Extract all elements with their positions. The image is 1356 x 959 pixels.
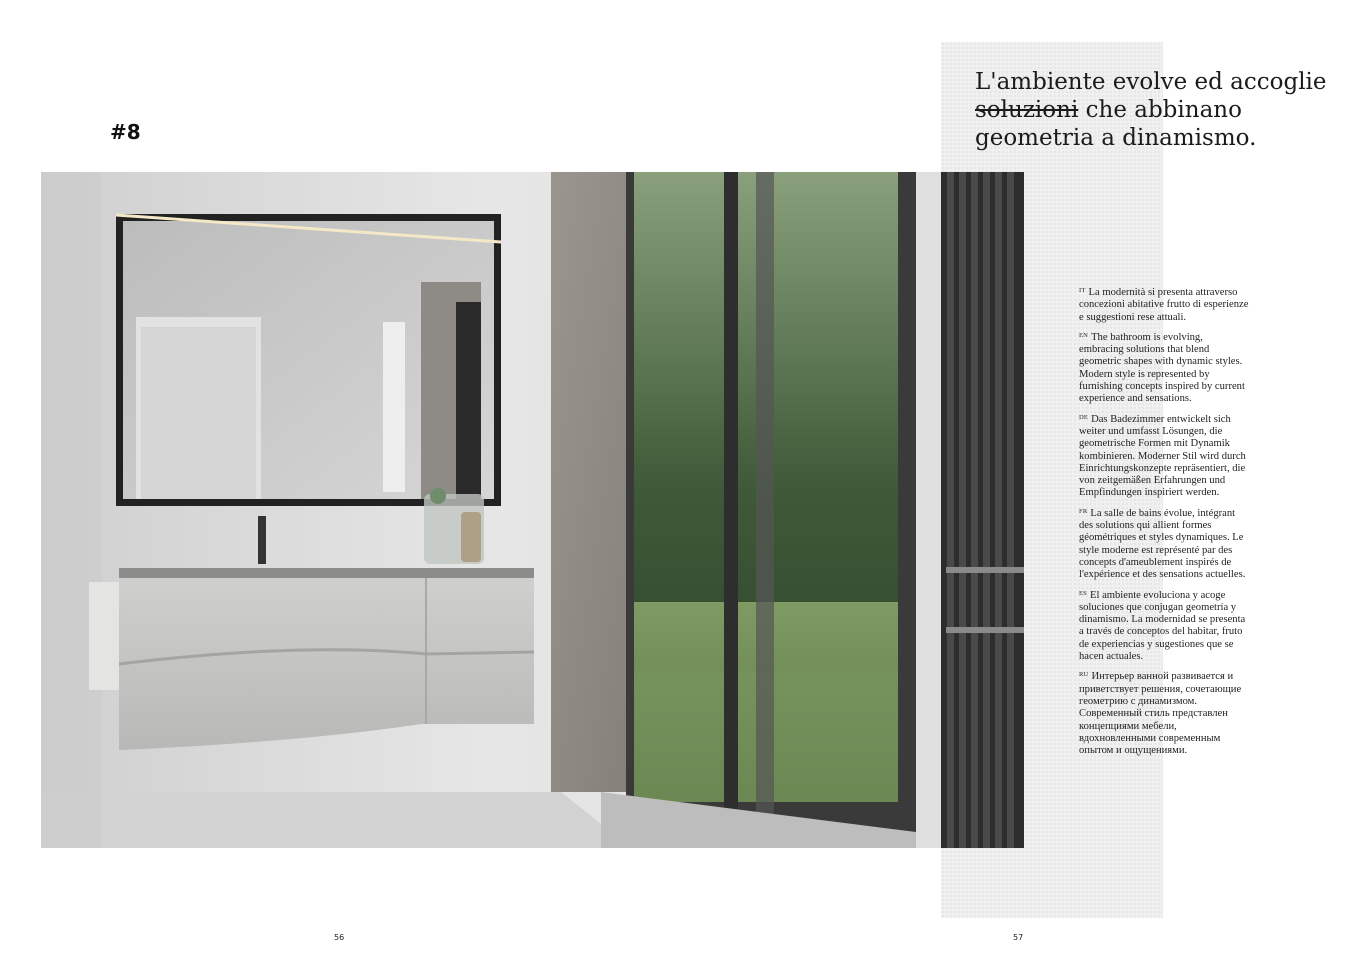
paragraph-de <box>1079 412 1249 500</box>
multilingual-description <box>1079 285 1249 763</box>
paragraph-it <box>1079 285 1249 324</box>
language-code: ES <box>1079 589 1087 597</box>
headline-line-3: geometria a dinamismo. <box>975 125 1257 151</box>
page-number-left: 56 <box>334 933 345 942</box>
bathroom-photo <box>41 172 1024 848</box>
paragraph-text: The bathroom is evolving, embracing solutions that blend geometric shapes with dynamic styles. Modern style is represented by furnishing concepts inspired by current experience and sensations. <box>1079 331 1245 405</box>
paragraph-en <box>1079 330 1249 406</box>
paragraph-text: Das Badezimmer entwickelt sich weiter und umfasst Lösungen, die geometrische Formen mit Dynamik kombinieren. Moderner Stil wird durch Einrichtungskonzepte repräsentiert, die von zeitgemäßen Erfahrungen und Empfindungen inspiriert werden. <box>1079 413 1246 499</box>
language-code: IT <box>1079 287 1086 294</box>
headline <box>975 68 1345 152</box>
paragraph-text: Интерьер ванной развивается и приветствует решения, сочетающие геометрию с динамизмом. Современный стиль представлен концепциями мебели, вдохновленными современным опытом и ощущениями. <box>1079 671 1242 757</box>
page-number-right: 57 <box>1013 933 1024 942</box>
language-code: FR <box>1079 507 1088 515</box>
headline-struck-word: soluzioni <box>975 97 1079 123</box>
paragraph-es <box>1079 588 1249 664</box>
headline-line-2 <box>975 96 1345 124</box>
paragraph-text: La modernità si presenta attraverso concezioni abitative frutto di esperienze e suggestioni rese attuali. <box>1079 287 1249 323</box>
paragraph-text: El ambiente evoluciona y acoge soluciones que conjugan geometría y dinamismo. La modernidad se presenta a través de conceptos del habitar, fruto de experiencias y sugestiones que se hacen actuales. <box>1079 589 1246 663</box>
headline-line-2-rest: che abbinano <box>1078 97 1242 123</box>
paragraph-ru <box>1079 669 1249 757</box>
paragraph-text: La salle de bains évolue, intégrant des solutions qui allient formes géométriques et styles dynamiques. Le style moderne est représenté par des concepts d'ameublement inspirés de l'expérience et des sensations actuelles. <box>1079 507 1246 581</box>
paragraph-fr <box>1079 506 1249 582</box>
language-code: RU <box>1079 671 1089 679</box>
language-code: DE <box>1079 413 1089 421</box>
headline-line-1: L'ambiente evolve ed accoglie <box>975 69 1327 95</box>
section-number: #8 <box>110 120 141 144</box>
language-code: EN <box>1079 331 1089 339</box>
